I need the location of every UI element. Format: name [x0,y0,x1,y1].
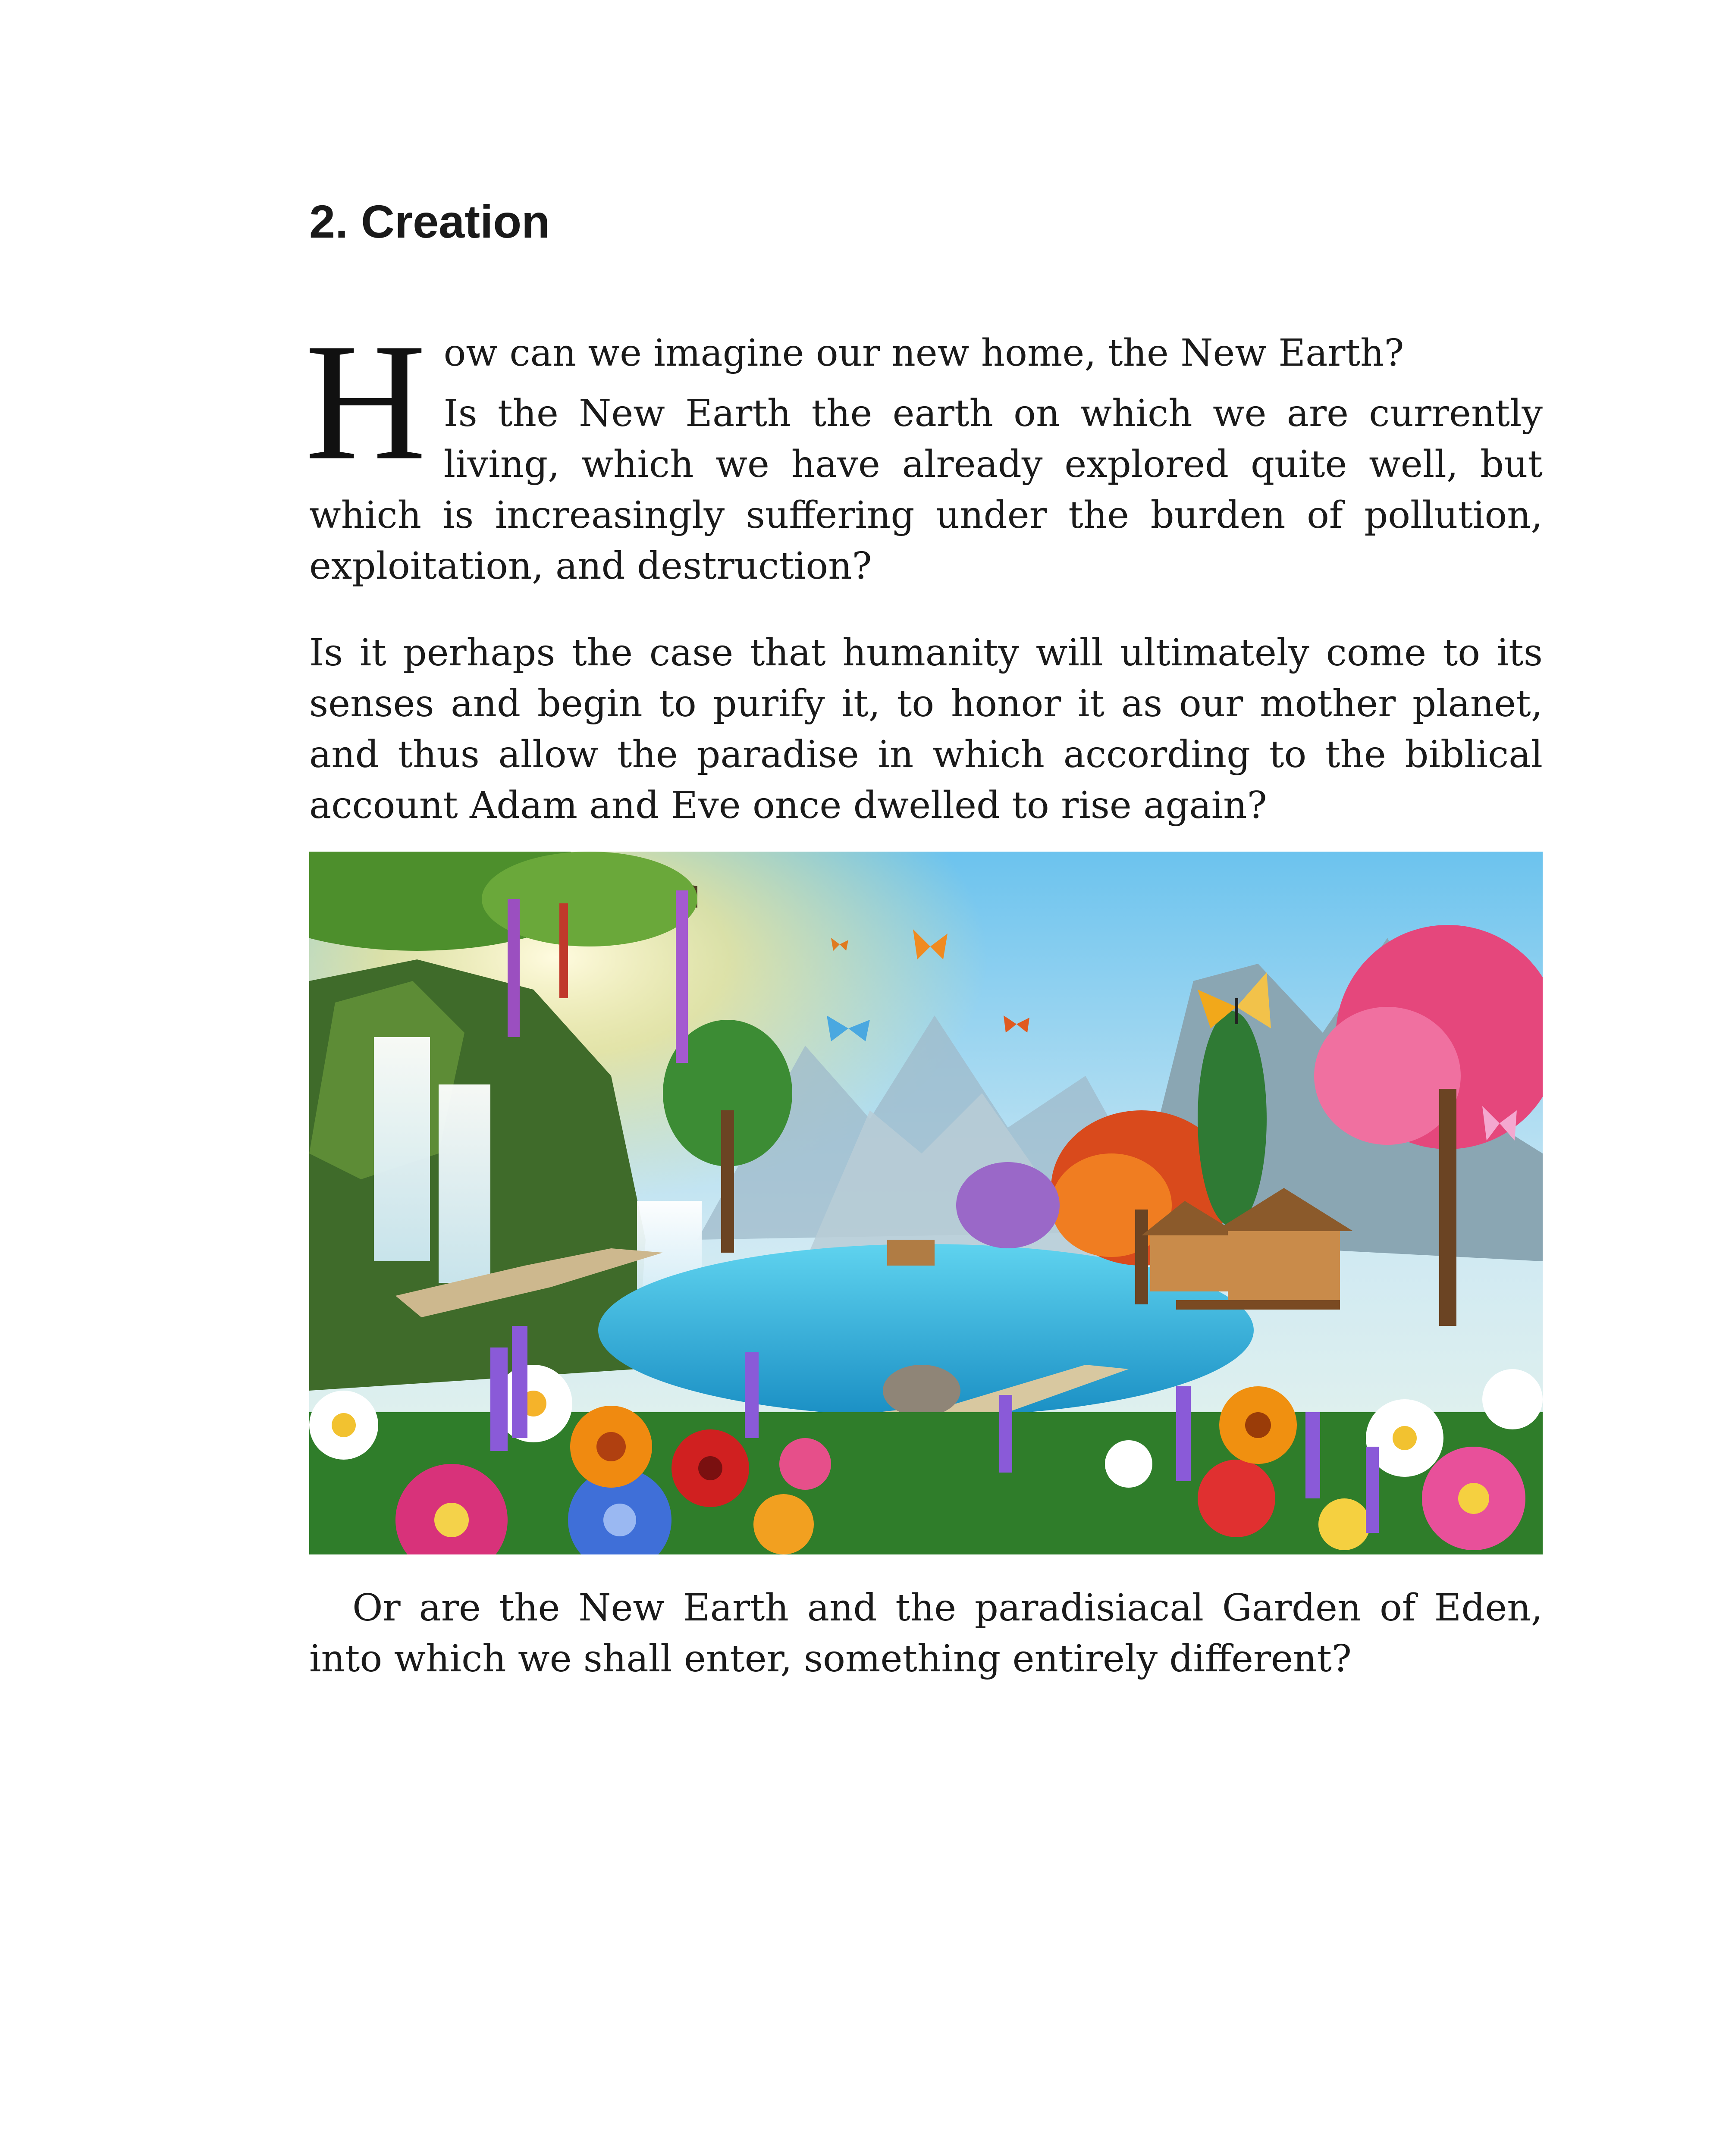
garden-of-eden-image [309,852,1543,1554]
intro-first-line: ow can we imagine our new home, the New Earth? [443,332,1404,375]
intro-section [305,309,1543,592]
garden-illustration [309,852,1543,1554]
paragraph-3-text: Or are the New Earth and the paradisiacal Garden of Eden, into which we shall enter, something entirely different? [309,1586,1543,1680]
body-paragraph-2 [309,627,1543,831]
intro-second-paragraph: Is the New Earth the earth on which we are currently living, which we have already explored quite well, but which is increasingly suffering under the burden of pollution, exploitation, and destruction? [309,392,1543,588]
paragraph-2-text: Is it perhaps the case that humanity will ultimately come to its senses and begin to purify it, to honor it as our mother planet, and thus allow the paradise in which according to the biblical account Adam and Eve once dwelled to rise again? [309,631,1543,827]
drop-cap-letter: H [305,309,427,495]
body-paragraph-3 [309,1583,1543,1684]
chapter-title: 2. Creation [309,195,550,248]
